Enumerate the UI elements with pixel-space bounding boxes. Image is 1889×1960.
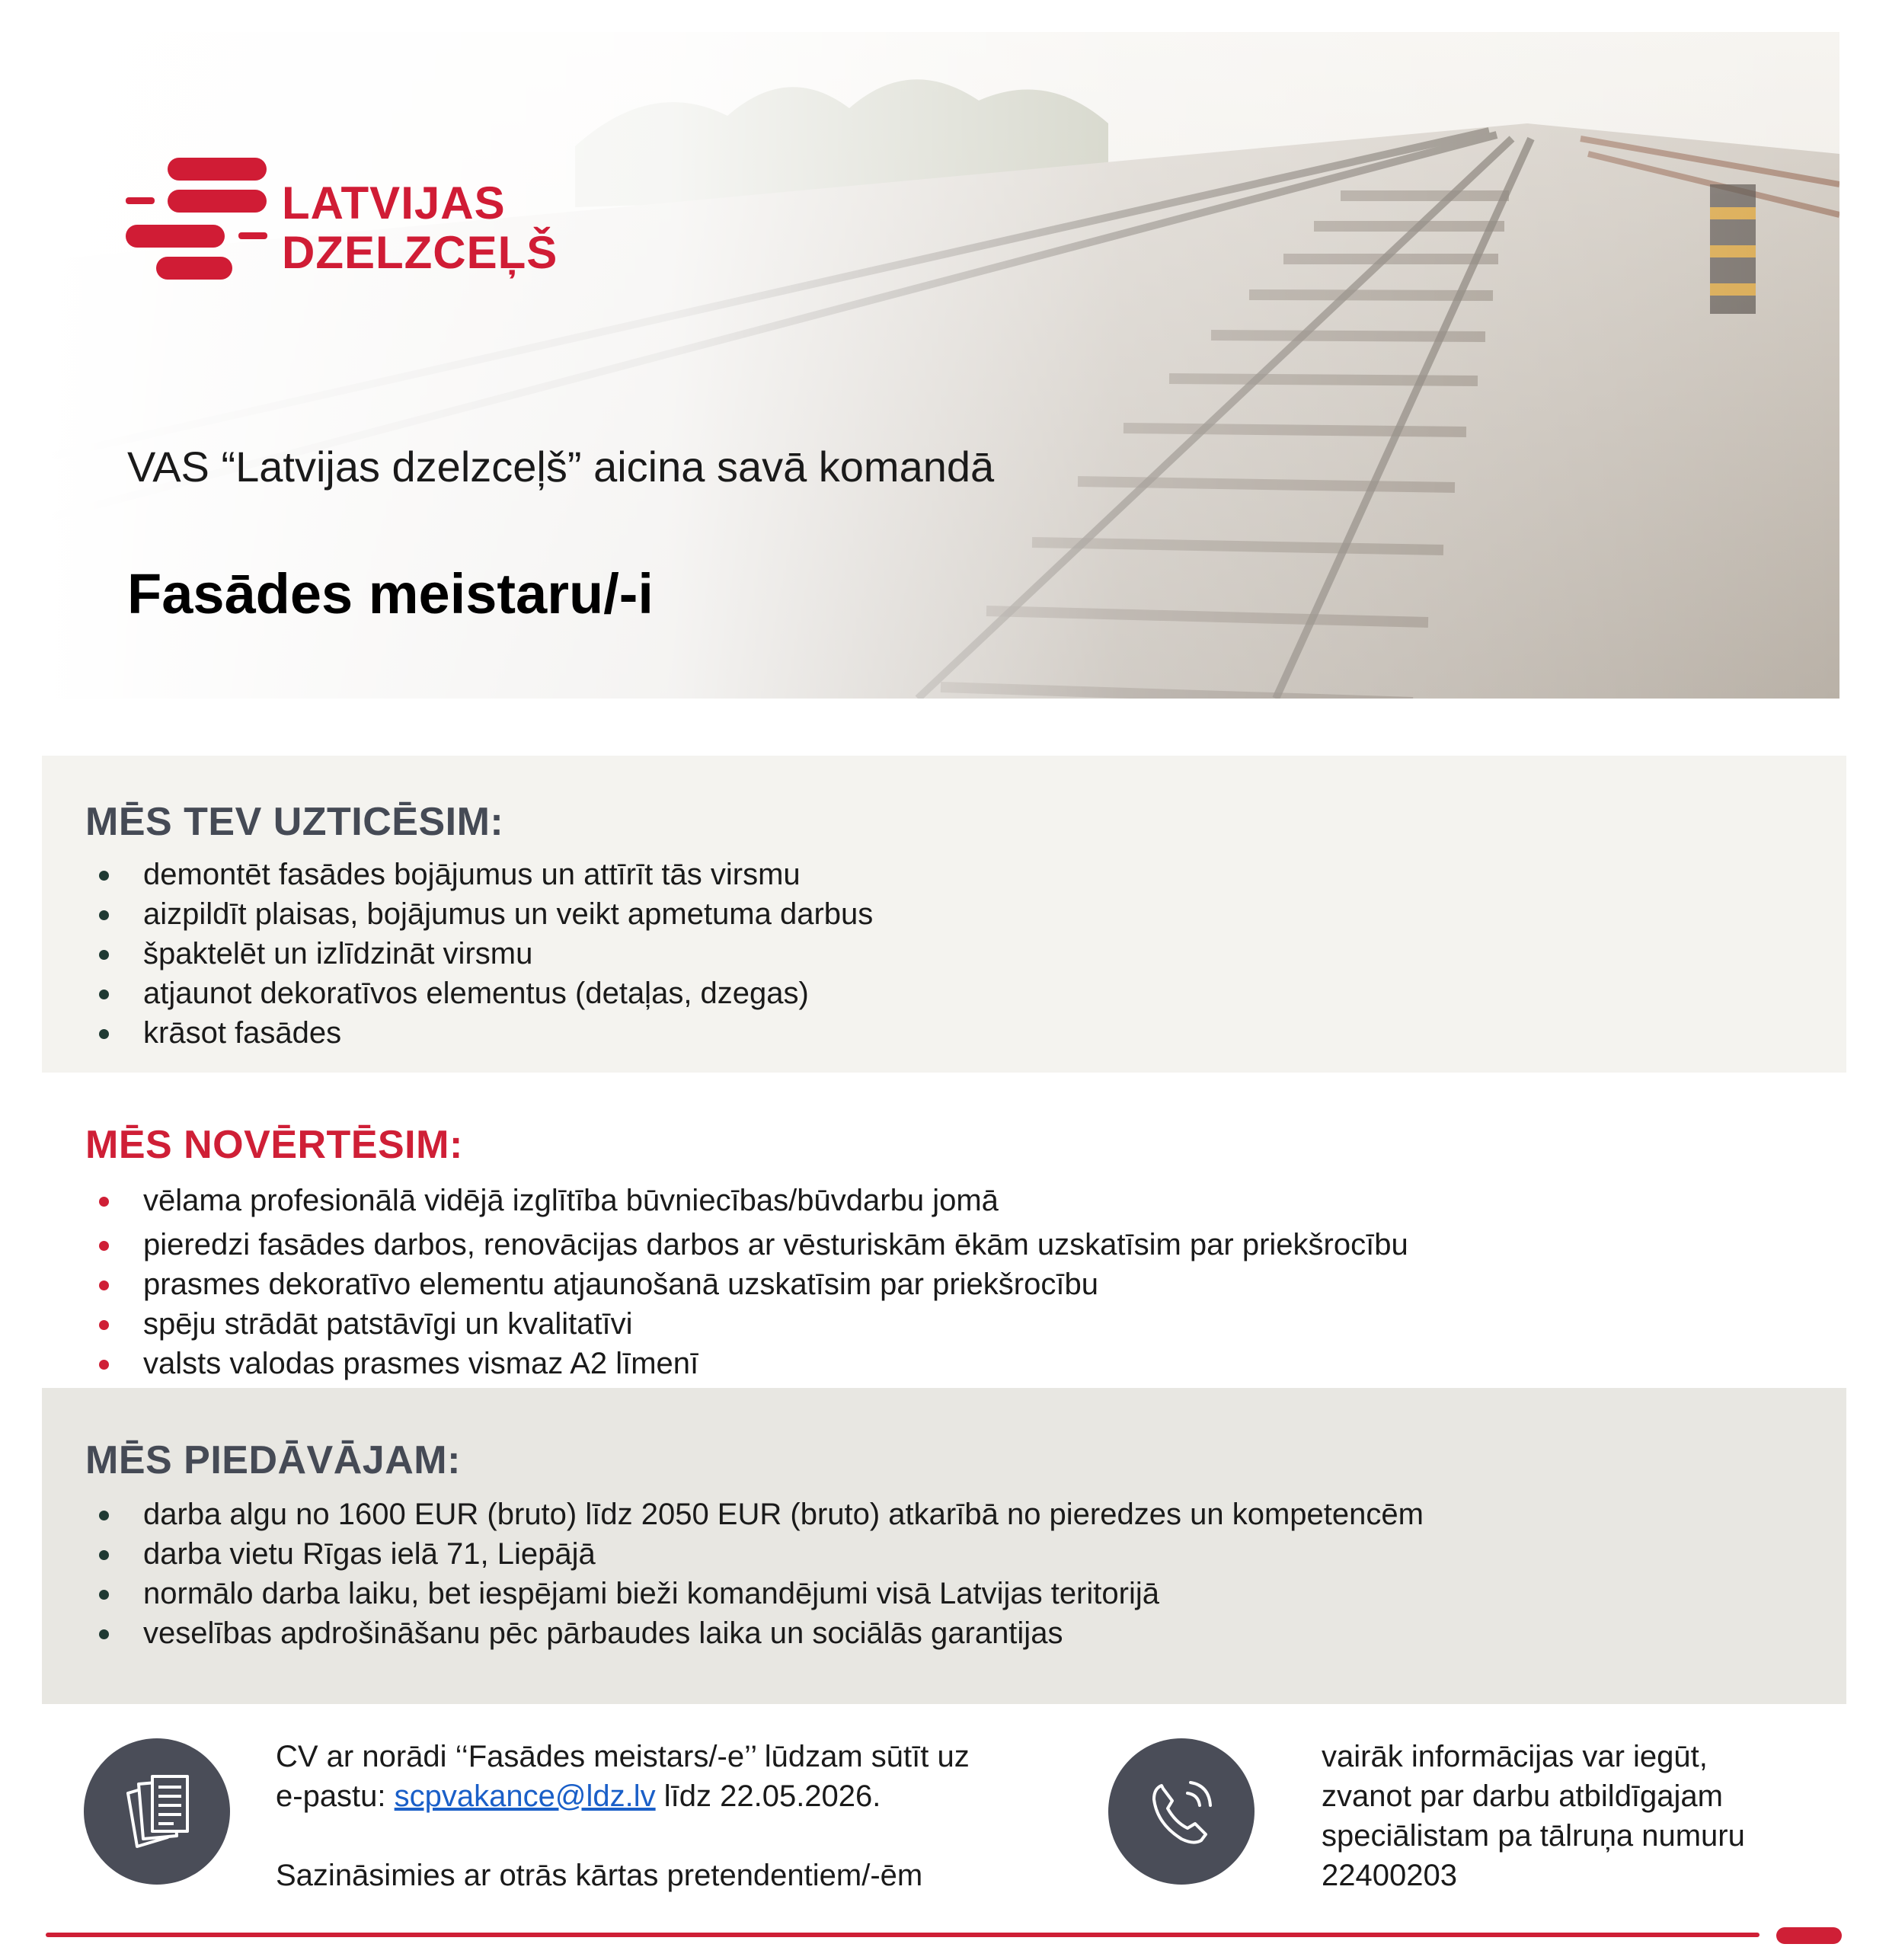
list-item — [99, 1495, 1424, 1534]
value-section — [42, 1111, 1846, 1385]
list-item — [99, 855, 873, 894]
job-title: Fasādes meistaru/-i — [127, 562, 654, 625]
value-list — [99, 1181, 1408, 1383]
logo-mark-icon — [126, 158, 278, 280]
list-item — [99, 1225, 1408, 1265]
logo-word-1: LATVIJAS — [282, 177, 506, 229]
phone-number[interactable]: 22400203 — [1322, 1859, 1457, 1892]
list-item — [99, 934, 873, 974]
trust-section-title: MĒS TEV UZTICĒSIM: — [85, 800, 504, 844]
offer-section — [42, 1388, 1846, 1704]
list-item-text: atjaunot dekoratīvos elementus (detaļas, dzegas) — [143, 977, 809, 1010]
intro-text: VAS “Latvijas dzelzceļš” aicina savā komandā — [127, 443, 995, 491]
cv-line: CV ar norādi ‘‘Fasādes meistars/-e’’ lūdzam sūtīt uz — [276, 1740, 970, 1773]
list-item — [99, 1344, 1408, 1383]
list-item-text: špaktelēt un izlīdzināt virsmu — [143, 937, 533, 970]
hero-banner — [42, 32, 1839, 699]
list-item-text: prasmes dekoratīvo elementu atjaunošanā uzskatīsim par priekšrocību — [143, 1268, 1098, 1301]
list-item-text: aizpildīt plaisas, bojājumus un veikt apmetuma darbus — [143, 897, 874, 931]
value-section-title: MĒS NOVĒRTĒSIM: — [85, 1123, 463, 1167]
list-item — [99, 1534, 1424, 1574]
list-item-text: demontēt fasādes bojājumus un attīrīt tās virsmu — [143, 858, 801, 891]
list-item-text: veselības apdrošināšanu pēc pārbaudes laika un sociālās garantijas — [143, 1616, 1063, 1650]
list-item-text: valsts valodas prasmes vismaz A2 līmenī — [143, 1347, 699, 1380]
phone-info-line: vairāk informācijas var iegūt, — [1322, 1740, 1708, 1773]
list-item-text: darba algu no 1600 EUR (bruto) līdz 2050 EUR (bruto) atkarībā no pieredzes un kompetencēm — [143, 1498, 1424, 1531]
footer-accent — [1776, 1927, 1842, 1944]
bullet-icon — [99, 1511, 109, 1520]
bullet-icon — [99, 1550, 109, 1560]
bullet-icon — [99, 871, 109, 881]
list-item-text: vēlama profesionālā vidējā izglītība būvniecības/būvdarbu jomā — [143, 1184, 999, 1217]
list-item-text: pieredzi fasādes darbos, renovācijas darbos ar vēsturiskām ēkām uzskatīsim par priekšrocību — [143, 1228, 1408, 1261]
footer-divider — [46, 1933, 1760, 1937]
list-item-text: spēju strādāt patstāvīgi un kvalitatīvi — [143, 1307, 633, 1341]
offer-section-title: MĒS PIEDĀVĀJAM: — [85, 1438, 461, 1482]
documents-icon — [84, 1738, 230, 1885]
list-item-text: normālo darba laiku, bet iespējami bieži komandējumi visā Latvijas teritorijā — [143, 1577, 1159, 1610]
logo-word-2: DZELZCEĻŠ — [282, 227, 558, 278]
trust-section — [42, 756, 1846, 1073]
bullet-icon — [99, 1590, 109, 1600]
phone-info-line: zvanot par darbu atbildīgajam — [1322, 1779, 1723, 1813]
phone-icon — [1108, 1738, 1255, 1885]
bullet-icon — [99, 1320, 109, 1330]
list-item — [99, 974, 873, 1013]
second-round-text: Sazināsimies ar otrās kārtas pretendentiem/-ēm — [276, 1859, 923, 1892]
cv-instructions — [276, 1737, 1076, 1895]
list-item — [99, 1181, 1408, 1220]
list-item-text: krāsot fasādes — [143, 1016, 342, 1050]
list-item — [99, 1613, 1424, 1653]
cv-email-prefix: e-pastu: — [276, 1779, 395, 1813]
trust-list — [99, 855, 873, 1053]
list-item — [99, 1265, 1408, 1304]
cv-deadline: līdz 22.05.2026. — [655, 1779, 881, 1813]
bullet-icon — [99, 950, 109, 960]
list-item — [99, 1013, 873, 1053]
bullet-icon — [99, 1029, 109, 1039]
offer-list — [99, 1495, 1424, 1653]
bullet-icon — [99, 990, 109, 999]
phone-info-line: speciālistam pa tālruņa numuru — [1322, 1819, 1745, 1853]
bullet-icon — [99, 1197, 109, 1207]
company-logo — [126, 158, 558, 280]
list-item-text: darba vietu Rīgas ielā 71, Liepājā — [143, 1537, 596, 1571]
cv-email-line — [276, 1776, 1076, 1816]
phone-info — [1322, 1737, 1839, 1895]
bullet-icon — [99, 1629, 109, 1639]
list-item — [99, 1574, 1424, 1613]
bullet-icon — [99, 1241, 109, 1251]
bullet-icon — [99, 1360, 109, 1370]
email-link[interactable]: scpvakance@ldz.lv — [394, 1779, 656, 1813]
list-item — [99, 1304, 1408, 1344]
bullet-icon — [99, 1281, 109, 1290]
bullet-icon — [99, 910, 109, 920]
list-item — [99, 894, 873, 934]
